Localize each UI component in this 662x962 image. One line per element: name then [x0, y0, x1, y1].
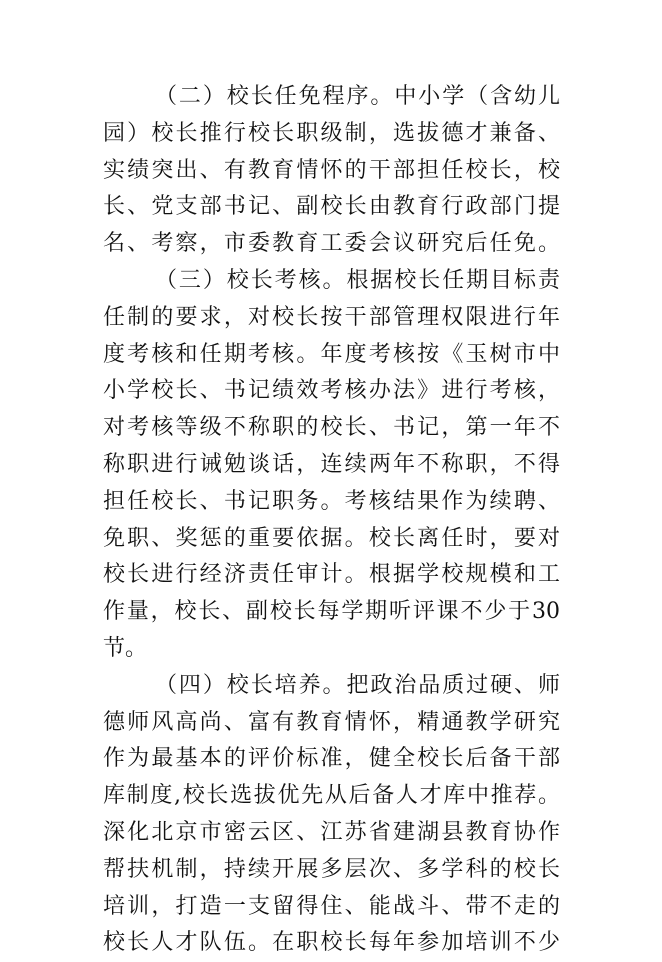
text-line: 深化北京市密云区、江苏省建湖县教育协作	[103, 819, 560, 845]
text-line: 校长人才队伍。在职校长每年参加培训不少	[103, 930, 560, 956]
text-line: 小学校长、书记绩效考核办法》进行考核，	[103, 378, 560, 404]
text-line: 作为最基本的评价标准，健全校长后备干部	[103, 746, 560, 772]
text-line: 园）校长推行校长职级制，选拔德才兼备、	[103, 120, 560, 146]
text-line: 校长进行经济责任审计。根据学校规模和工	[103, 562, 560, 588]
text-line: 实绩突出、有教育情怀的干部担任校长，校	[103, 157, 560, 183]
text-line: 帮扶机制，持续开展多层次、多学科的校长	[103, 856, 560, 882]
text-line: 培训，打造一支留得住、能战斗、带不走的	[103, 893, 560, 919]
text-line: 度考核和任期考核。年度考核按《玉树市中	[103, 341, 560, 367]
text-line: 作量，校长、副校长每学期听评课不少于30	[103, 599, 560, 625]
document-page	[103, 79, 563, 962]
text-line: 德师风高尚、富有教育情怀，精通教学研究	[103, 709, 560, 735]
text-line: 名、考察，市委教育工委会议研究后任免。	[103, 231, 560, 257]
text-line: （四）校长培养。把政治品质过硬、师	[155, 672, 560, 698]
text-line: 任制的要求，对校长按干部管理权限进行年	[103, 304, 560, 330]
text-line: 免职、奖惩的重要依据。校长离任时，要对	[103, 525, 560, 551]
text-line: （三）校长考核。根据校长任期目标责	[155, 267, 560, 293]
text-line: 节。	[103, 635, 148, 661]
text-line: 担任校长、书记职务。考核结果作为续聘、	[103, 488, 560, 514]
text-line: 库制度,校长选拔优先从后备人才库中推荐。	[103, 783, 560, 809]
text-line: （二）校长任免程序。中小学（含幼儿	[155, 84, 560, 109]
text-line: 称职进行诫勉谈话，连续两年不称职，不得	[103, 451, 560, 477]
text-line: 长、党支部书记、副校长由教育行政部门提	[103, 194, 560, 220]
text-line: 对考核等级不称职的校长、书记，第一年不	[103, 415, 560, 441]
